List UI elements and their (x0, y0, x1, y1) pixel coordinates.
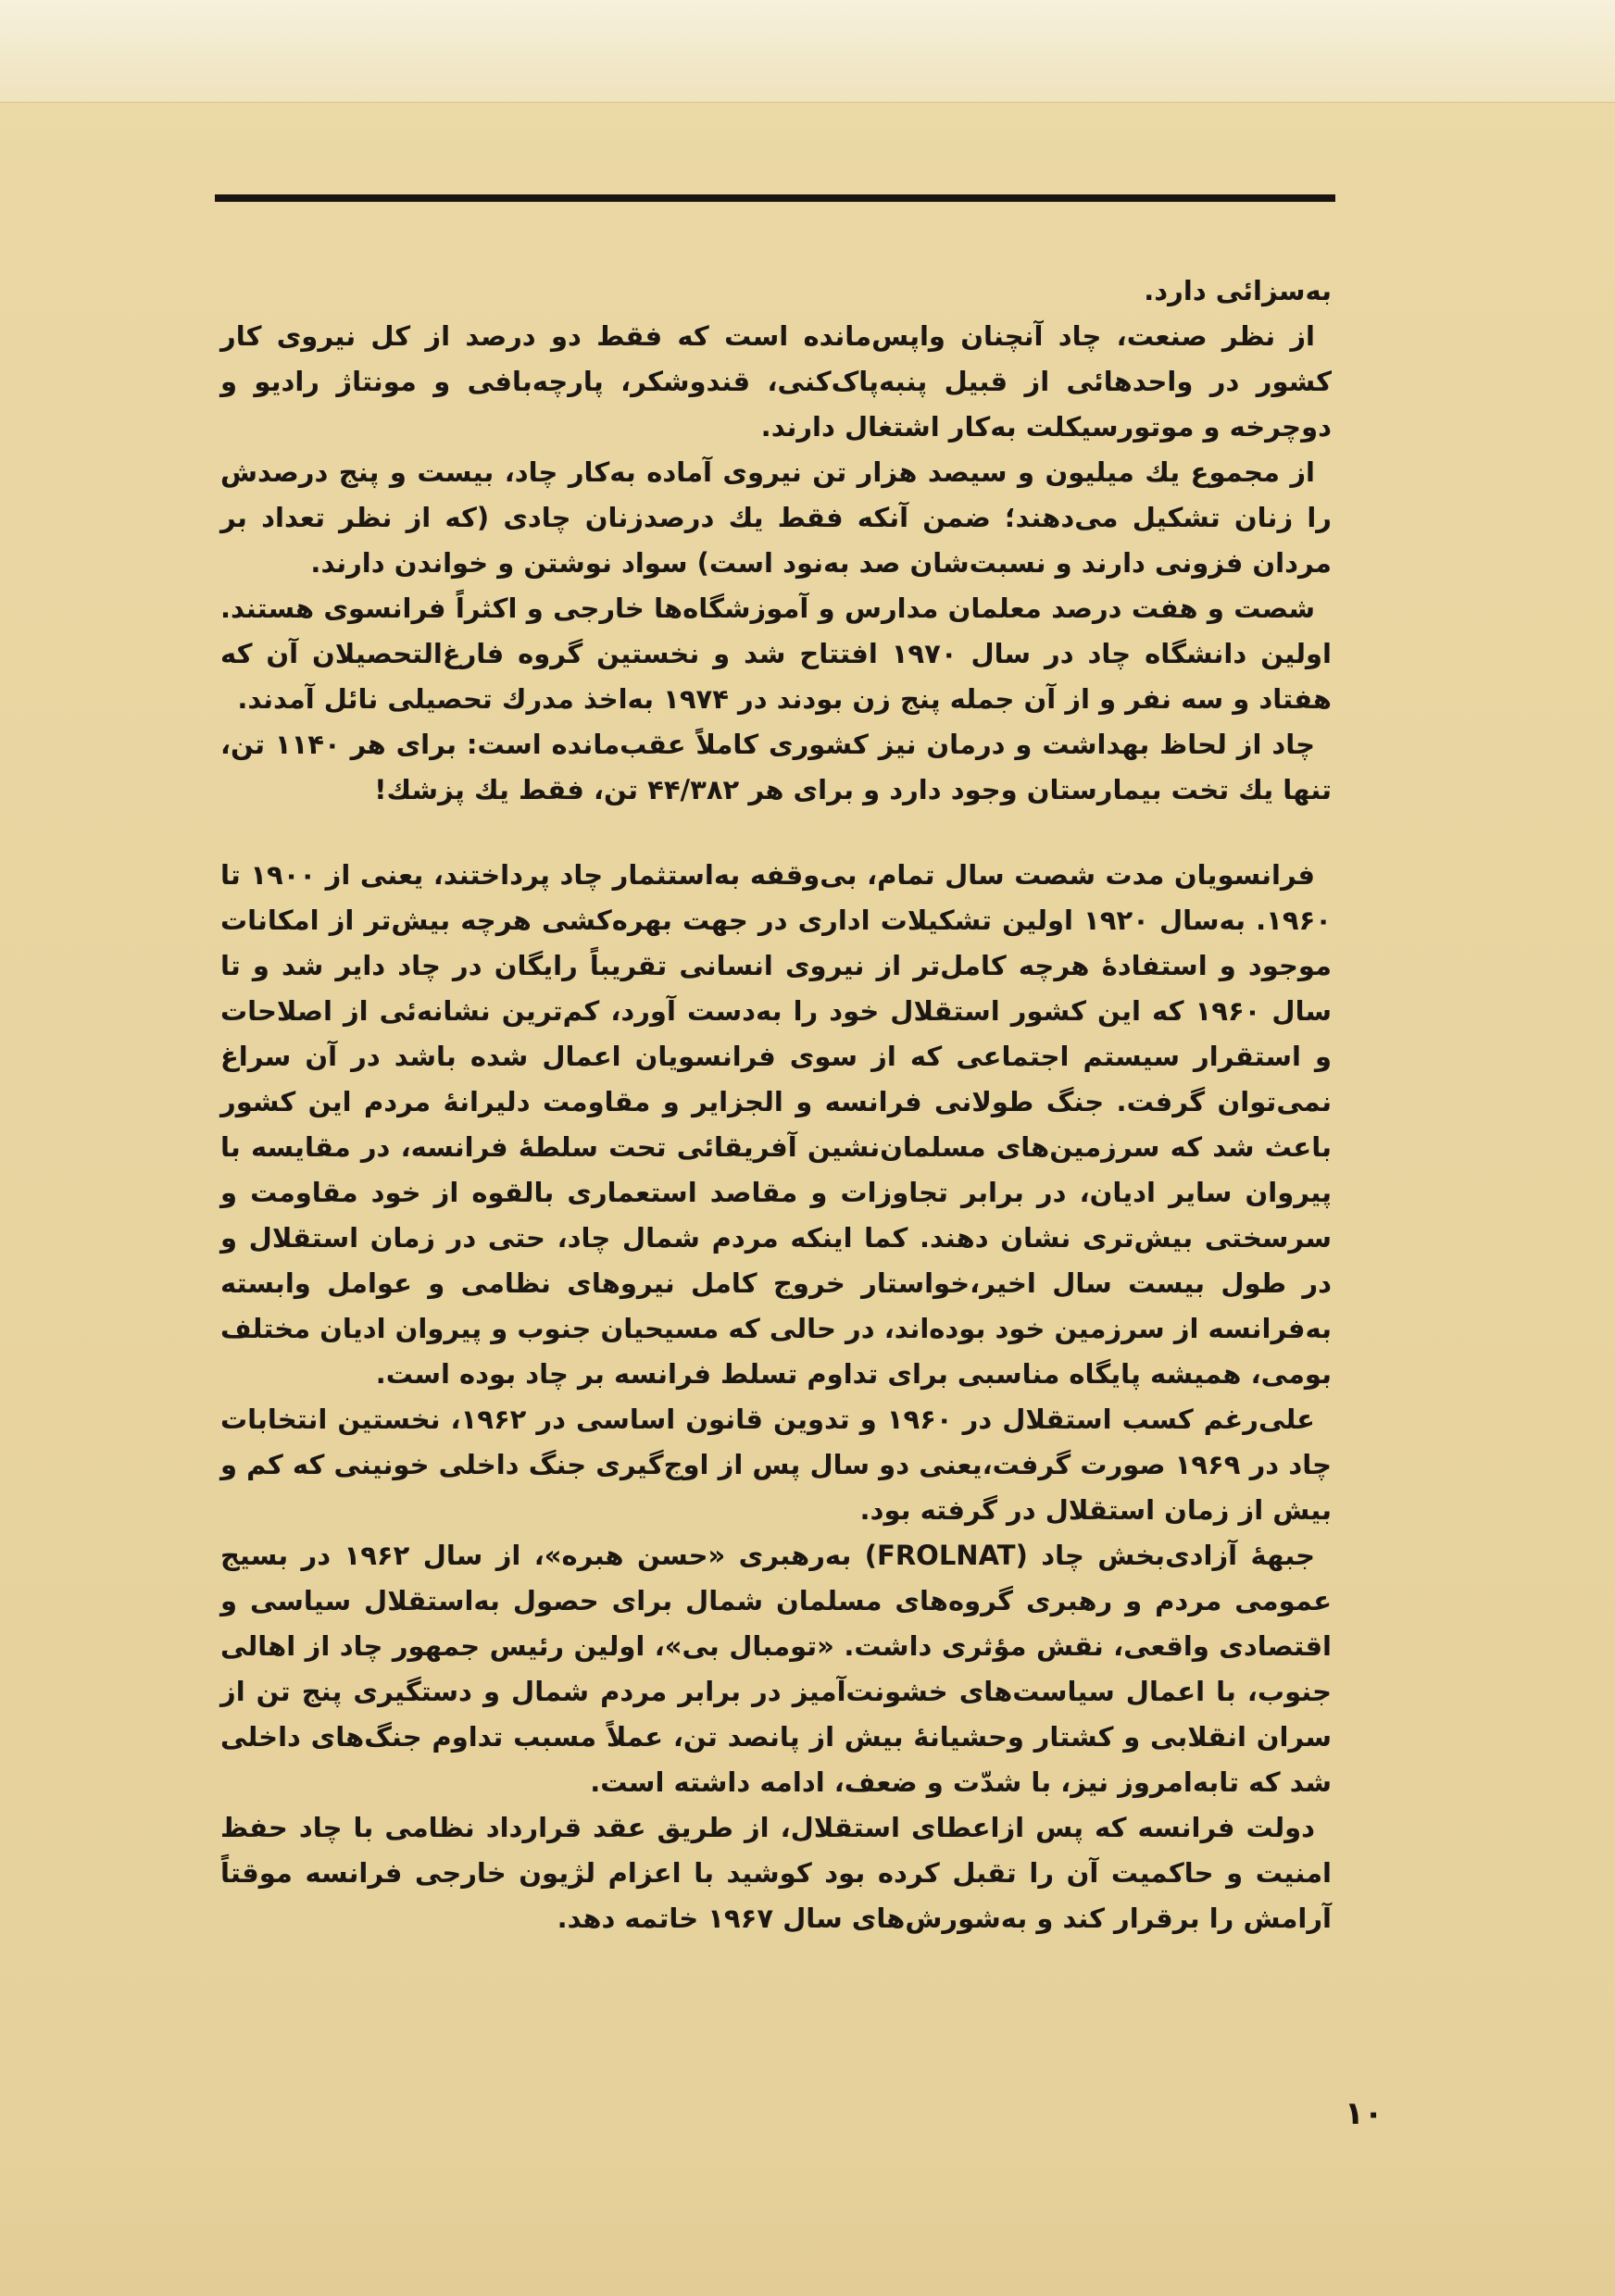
paragraph-industry: از نظر صنعت، چاد آنچنان واپس‌مانده است که فقط دو درصد از کل نیروی کار کشور در واحدهائی از قبیل پنبه‌پاک‌کنی، قندوشکر، پارچه‌بافی و مونتاژ رادیو و دوچرخه و موتورسیکلت به‌کار اشتغال دارند. (220, 320, 1332, 443)
paragraph-frolinat: جبههٔ آزادی‌بخش چاد (FROLNAT) به‌رهبری «حسن هبره»، از سال ۱۹۶۲ در بسیج عمومی مردم و رهبری گروه‌های مسلمان شمال برای حصول به‌استقلال سیاسی و اقتصادی واقعی، نقش مؤثری داشت. «تومبال بی»، اولین رئیس جمهور چاد از اهالی جنوب، با اعمال سیاست‌های خشونت‌آمیز در برابر مردم شمال و دستگیری پنج تن از سران انقلابی و کشتار وحشیانهٔ بیش از پانصد تن، عملاً مسبب تداوم جنگ‌های داخلی شد که تابه‌امروز نیز، با شدّت و ضعف، ادامه داشته است. (220, 1540, 1332, 1798)
paragraph-independence: علی‌رغم کسب استقلال در ۱۹۶۰ و تدوین قانون اساسی در ۱۹۶۲، نخستین انتخابات چاد در ۱۹۶۹ صورت گرفت،یعنی دو سال پس از اوج‌گیری جنگ داخلی خونینی که کم و بیش از زمان استقلال در گرفته بود. (220, 1404, 1332, 1526)
paragraph-workforce: از مجموع یك میلیون و سیصد هزار تن نیروی آماده به‌کار چاد، بیست و پنج درصدش را زنان تشکیل می‌دهند؛ ضمن آنکه فقط یك درصدزنان چادی (که از نظر تعداد بر مردان فزونی دارند و نسبت‌شان صد به‌نود است) سواد نوشتن و خواندن دارند. (220, 456, 1332, 579)
body-text (220, 268, 1332, 2083)
section-gap (220, 813, 1332, 853)
paragraph-health: چاد از لحاظ بهداشت و درمان نیز کشوری کاملاً عقب‌مانده است: برای هر ۱۱۴۰ تن، تنها یك تخت بیمارستان وجود دارد و برای هر ۴۴/۳۸۲ تن، فقط یك پزشك! (220, 729, 1332, 805)
paragraph-french-intervention: دولت فرانسه که پس ازاعطای استقلال، از طریق عقد قرارداد نظامی با چاد حفظ امنیت و حاکمیت آن را تقبل کرده بود کوشید با اعزام لژیون خارجی فرانسه موقتاً آرامش را برقرار کند و به‌شورش‌های سال ۱۹۶۷ خاتمه دهد. (220, 1812, 1332, 1934)
paragraph-colonial-history: فرانسویان مدت شصت سال تمام، بی‌وقفه به‌استثمار چاد پرداختند، یعنی از ۱۹۰۰ تا ۱۹۶۰. به‌سال ۱۹۲۰ اولین تشکیلات اداری در جهت بهره‌کشی هرچه بیش‌تر از امکانات موجود و استفادهٔ هرچه کامل‌تر از نیروی انسانی تقریباً رایگان در چاد دایر شد و تا سال ۱۹۶۰ که این کشور استقلال خود را به‌دست آورد، کم‌ترین نشانه‌ئی از اصلاحات و استقرار سیستم اجتماعی که از سوی فرانسویان اعمال شده باشد در آن سراغ نمی‌توان گرفت. جنگ طولانی فرانسه و الجزایر و مقاومت دلیرانهٔ مردم این کشور باعث شد که سرزمین‌های مسلمان‌نشین آفریقائی تحت سلطهٔ فرانسه، در مقایسه با پیروان سایر ادیان، در برابر تجاوزات و مقاصد استعماری بالقوه از خود مقاومت و سرسختی بیش‌تری نشان دهند. کما اینکه مردم شمال چاد، حتی در زمان استقلال و در طول بیست سال اخیر،خواستار خروج کامل نیروهای نظامی و عوامل وابسته به‌فرانسه از سرزمین خود بوده‌اند، در حالی که مسیحیان جنوب و پیروان ادیان مختلف بومی، همیشه پایگاه مناسبی برای تداوم تسلط فرانسه بر چاد بوده است. (220, 859, 1332, 1390)
paragraph-continuation: به‌سزائی دارد. (1144, 275, 1332, 306)
header-rule (215, 194, 1335, 202)
paragraph-education: شصت و هفت درصد معلمان مدارس و آموزشگاه‌ها خارجی و اکثراً فرانسوی هستند. اولین دانشگاه چاد در سال ۱۹۷۰ افتتاح شد و نخستین گروه فارغ‌التحصیلان آن که هفتاد و سه نفر و از آن جمله پنج زن بودند در ۱۹۷۴ به‌اخذ مدرك تحصیلی نائل آمدند. (220, 593, 1332, 715)
page-number: ۱۰ (1345, 2095, 1383, 2132)
page-top-edge (0, 0, 1615, 103)
